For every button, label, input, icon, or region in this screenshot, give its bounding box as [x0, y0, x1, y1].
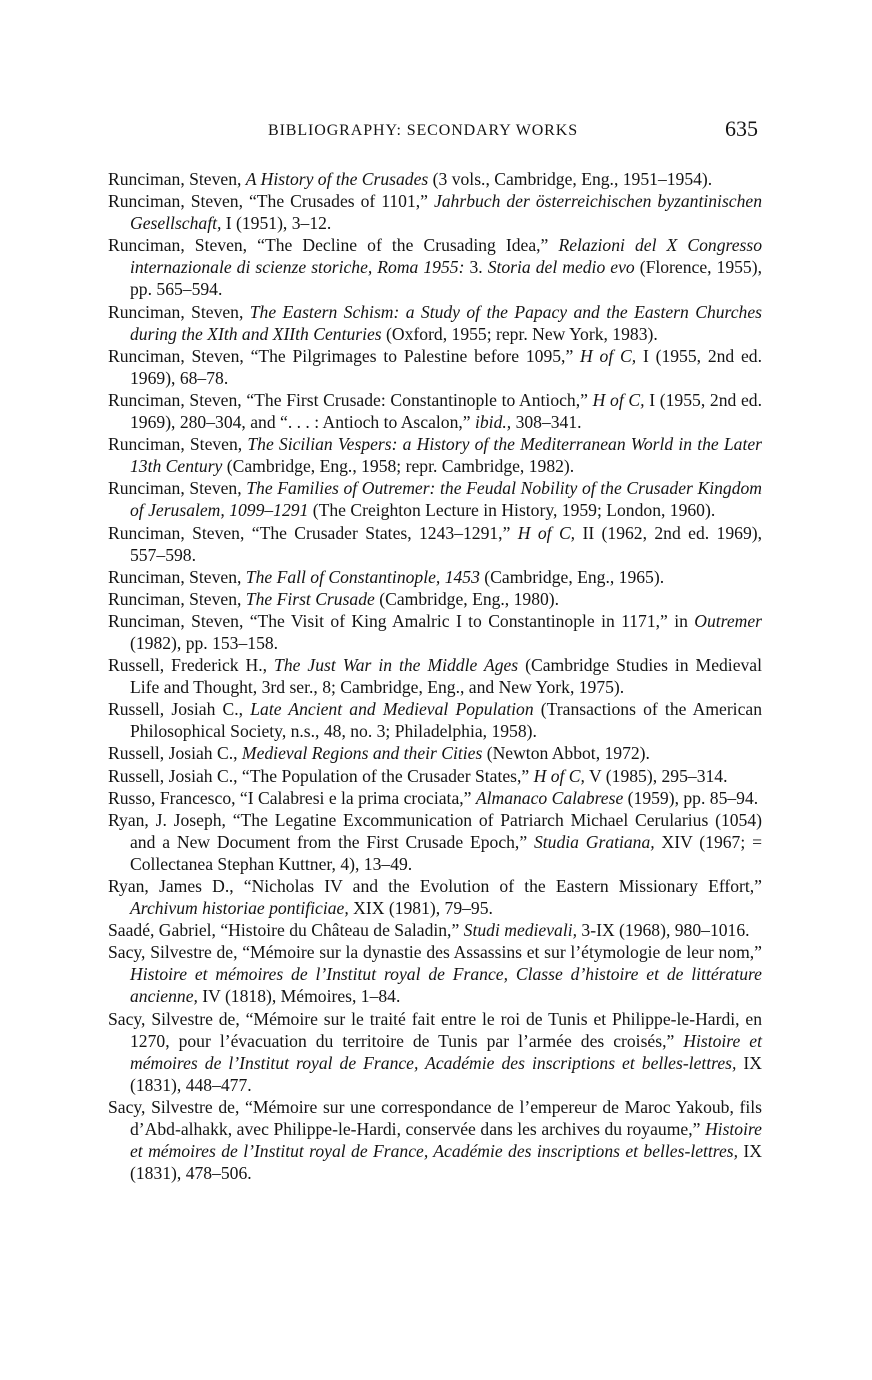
entry-title: The Fall of Constantinople, 1453	[245, 566, 480, 587]
entry-title: The Just War in the Middle Ages	[274, 655, 519, 676]
bibliography-entry	[108, 566, 762, 588]
entry-text: (1959), pp. 85–94.	[623, 787, 759, 808]
entry-title: A History of the Crusades	[245, 169, 429, 189]
bibliography-entry	[108, 742, 762, 764]
entry-text: Runciman, Steven,	[108, 169, 246, 189]
bibliography-list	[108, 168, 762, 1184]
bibliography-entry	[108, 941, 762, 1007]
entry-title: H of C,	[592, 389, 645, 410]
entry-text: 3-IX (1968), 980–1016.	[577, 920, 750, 941]
entry-text: Runciman, Steven, “The First Crusade: Constantinople to Antioch,”	[108, 389, 593, 410]
entry-text: Runciman, Steven, “The Crusader States, 1243–1291,”	[108, 522, 518, 543]
entry-text: (1982), pp. 153–158.	[130, 632, 279, 653]
entry-text: Ryan, J. Joseph, “The Legatine Excommunication of Patriarch Michael Cerularius (1054) and a New Document from the First Crusade Epoch,”	[108, 809, 762, 852]
entry-text: 308–341.	[511, 412, 582, 433]
bibliography-entry	[108, 809, 762, 875]
entry-title: Relazioni del X Congresso internazionale di scienze storiche, Roma 1955:	[130, 235, 763, 278]
entry-text: Russo, Francesco, “I Calabresi e la prima crociata,”	[108, 787, 476, 808]
bibliography-entry	[108, 875, 762, 919]
entry-title: The Sicilian Vespers: a History of the Mediterranean World in the Later 13th Century	[130, 434, 763, 477]
entry-text: Russell, Josiah C., “The Population of the Crusader States,”	[108, 765, 534, 786]
entry-title: H of C,	[533, 765, 585, 786]
entry-title: H of C,	[580, 345, 637, 366]
entry-text: Runciman, Steven, “The Crusades of 1101,”	[108, 191, 434, 212]
entry-title: Archivum historiae pontificiae,	[130, 898, 349, 919]
entry-text: I (1955, 2nd ed. 1969), 280–304, and “. . . : Antioch to Ascalon,”	[130, 389, 762, 433]
bibliography-entry	[108, 1096, 762, 1184]
bibliography-entry	[108, 345, 762, 389]
entry-title: The Families of Outremer: the Feudal Nobility of the Crusader Kingdom of Jerusalem, 1099–1291	[130, 478, 763, 521]
entry-text: Runciman, Steven, “The Decline of the Crusading Idea,”	[108, 235, 559, 256]
entry-title: Medieval Regions and their Cities	[241, 743, 483, 764]
bibliography-entry	[108, 610, 762, 654]
entry-title: ibid.,	[475, 412, 512, 433]
entry-text: IX (1831), 448–477.	[130, 1052, 762, 1095]
entry-text: XIV (1967; = Collectanea Stephan Kuttner, 4), 13–49.	[130, 831, 762, 874]
bibliography-entry	[108, 654, 762, 698]
entry-text: Runciman, Steven, “The Pilgrimages to Palestine before 1095,”	[108, 345, 581, 366]
bibliography-entry	[108, 433, 762, 477]
entry-text: IX (1831), 478–506.	[130, 1141, 762, 1184]
bibliography-entry	[108, 698, 762, 742]
entry-text: Russell, Josiah C.,	[108, 699, 251, 720]
bibliography-entry	[108, 168, 762, 190]
entry-title: H of C,	[517, 522, 576, 543]
entry-title: Histoire et mémoires de l’Institut royal de France, Académie des inscriptions et belles-lettres,	[130, 1030, 762, 1073]
entry-text: Runciman, Steven,	[108, 434, 248, 455]
page-number: 635	[725, 116, 758, 141]
entry-text: Sacy, Silvestre de, “Mémoire sur la dynastie des Assassins et sur l’étymologie de leur nom,”	[108, 942, 762, 963]
entry-text: II (1962, 2nd ed. 1969), 557–598.	[130, 522, 762, 565]
entry-title: Storia del medio evo	[487, 257, 635, 278]
entry-text: (Florence, 1955), pp. 565–594.	[130, 257, 762, 300]
entry-text: (The Creighton Lecture in History, 1959; London, 1960).	[308, 500, 716, 521]
bibliography-entry	[108, 765, 762, 787]
entry-text: Saadé, Gabriel, “Histoire du Château de Saladin,”	[108, 920, 464, 941]
bibliography-entry	[108, 190, 762, 234]
entry-title: Outremer	[694, 610, 762, 631]
bibliography-entry	[108, 522, 762, 566]
entry-title: Jahrbuch der österreichischen byzantinischen Gesellschaft,	[130, 191, 762, 234]
entry-text: (Cambridge, Eng., 1958; repr. Cambridge, 1982).	[222, 456, 575, 477]
entry-text: Runciman, Steven,	[108, 301, 250, 322]
entry-text: I (1951), 3–12.	[221, 213, 332, 234]
bibliography-entry	[108, 787, 762, 809]
entry-text: Runciman, Steven,	[108, 566, 246, 587]
bibliography-entry	[108, 389, 762, 433]
entry-text: Ryan, James D., “Nicholas IV and the Evolution of the Eastern Missionary Effort,”	[108, 876, 762, 896]
entry-title: Almanaco Calabrese	[475, 787, 624, 808]
entry-text: Runciman, Steven,	[108, 588, 246, 609]
entry-text: (Transactions of the American Philosophical Society, n.s., 48, no. 3; Philadelphia, 1958).	[130, 699, 762, 742]
entry-title: Histoire et mémoires de l’Institut royal de France, Classe d’histoire et de littérature ancienne,	[130, 964, 762, 1007]
bibliography-entry	[108, 234, 762, 300]
entry-title: Histoire et mémoires de l’Institut royal de France, Académie des inscriptions et belles-lettres,	[130, 1119, 762, 1162]
entry-title: Studia Gratiana,	[533, 831, 655, 852]
entry-text: XIX (1981), 79–95.	[348, 898, 493, 919]
bibliography-entry	[108, 588, 762, 610]
entry-text: (Cambridge Studies in Medieval Life and Thought, 3rd ser., 8; Cambridge, Eng., and New York, 1975).	[130, 655, 762, 698]
entry-text: Sacy, Silvestre de, “Mémoire sur une correspondance de l’empereur de Maroc Yakoub, fils d’Abd-alhakk, avec Philippe-le-Hardi, conservée dans les archives du royaume,”	[108, 1096, 762, 1140]
bibliography-entry	[108, 477, 762, 521]
bibliography-entry	[108, 301, 762, 345]
entry-text: IV (1818), Mémoires, 1–84.	[197, 986, 401, 1007]
entry-text: (Oxford, 1955; repr. New York, 1983).	[381, 323, 658, 344]
entry-title: Late Ancient and Medieval Population	[250, 699, 534, 720]
entry-text: Runciman, Steven, “The Visit of King Amalric I to Constantinople in 1171,” in	[108, 610, 695, 631]
section-title: BIBLIOGRAPHY: SECONDARY WORKS	[268, 122, 578, 139]
running-head	[108, 118, 758, 148]
entry-text: 3.	[464, 257, 488, 278]
bibliography-entry	[108, 1008, 762, 1096]
entry-text: (3 vols., Cambridge, Eng., 1951–1954).	[428, 169, 713, 189]
entry-text: (Cambridge, Eng., 1965).	[479, 566, 665, 587]
entry-title: The First Crusade	[245, 588, 375, 609]
entry-text: Russell, Frederick H.,	[108, 655, 275, 676]
entry-text: Runciman, Steven,	[108, 478, 247, 499]
bibliography-entry	[108, 919, 762, 941]
entry-text: (Newton Abbot, 1972).	[482, 743, 650, 764]
entry-text: Sacy, Silvestre de, “Mémoire sur le traité fait entre le roi de Tunis et Philippe-le-Hardi, en 1270, pour l’évacuation du territoire de Tunis par l’armée des croisés,”	[108, 1008, 762, 1051]
entry-title: The Eastern Schism: a Study of the Papacy and the Eastern Churches during the XIth and XIIth Centuries	[130, 301, 762, 344]
entry-text: V (1985), 295–314.	[584, 765, 728, 786]
entry-text: (Cambridge, Eng., 1980).	[374, 588, 560, 609]
entry-text: I (1955, 2nd ed. 1969), 68–78.	[130, 345, 763, 388]
entry-title: Studi medievali,	[463, 920, 578, 941]
entry-text: Russell, Josiah C.,	[108, 743, 242, 764]
